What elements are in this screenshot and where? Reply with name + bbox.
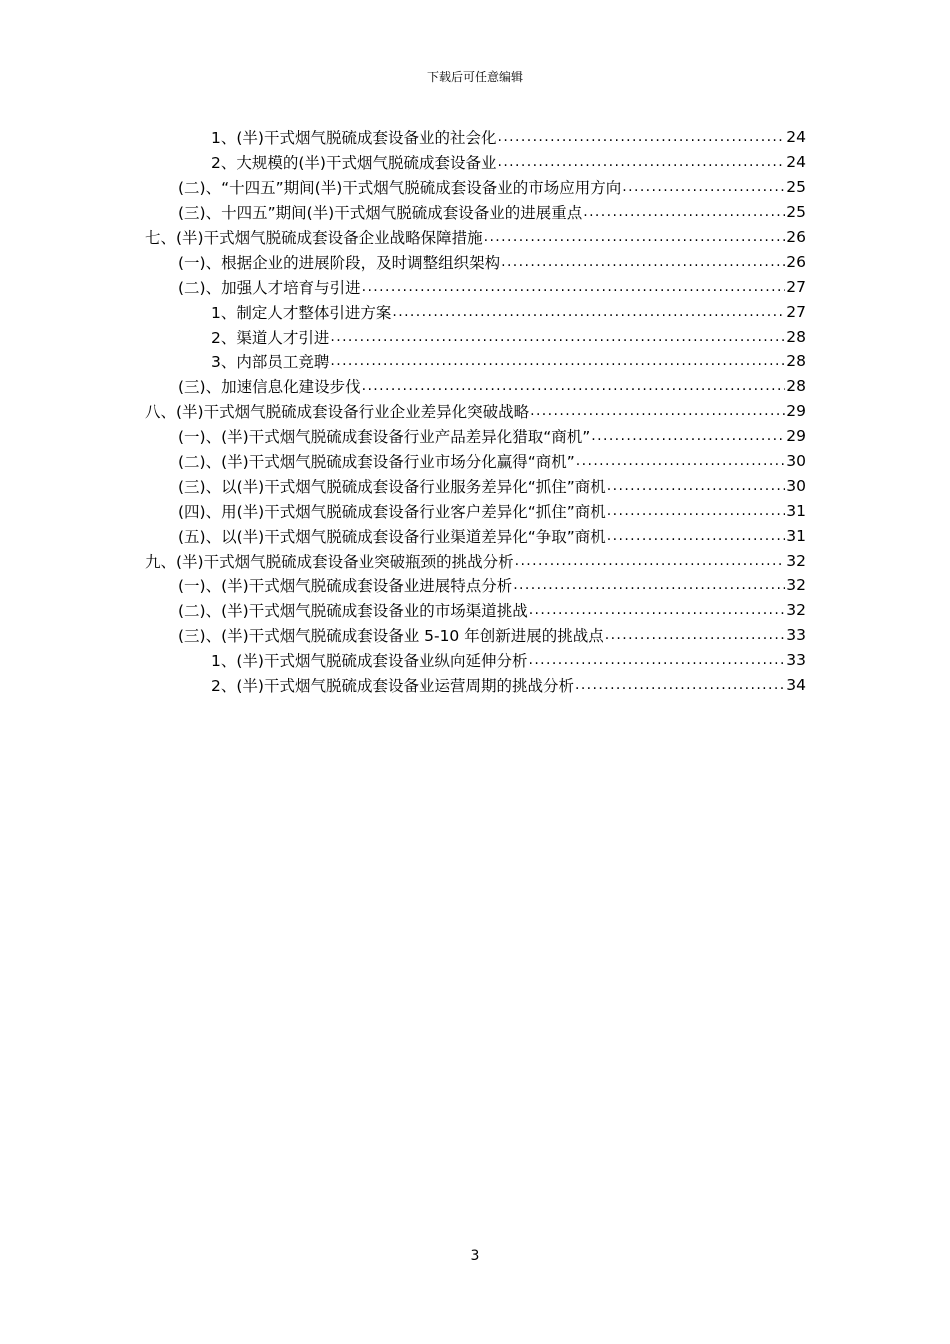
toc-entry-title: 2、(半)干式烟气脱硫成套设备业运营周期的挑战分析 (211, 677, 574, 696)
toc-entry[interactable] (178, 498, 806, 523)
toc-entry[interactable] (211, 299, 806, 324)
toc-entry-title: (二)、(半)干式烟气脱硫成套设备业的市场渠道挑战 (178, 602, 528, 621)
toc-entry-page: 28 (786, 327, 806, 346)
toc-entry-title: (四)、用(半)干式烟气脱硫成套设备行业客户差异化“抓住”商机 (178, 502, 606, 521)
toc-entry[interactable] (211, 673, 806, 698)
toc-entry-page: 31 (786, 501, 806, 520)
toc-entry-title: (一)、根据企业的进展阶段，及时调整组织架构 (178, 253, 501, 272)
toc-entry[interactable] (178, 200, 806, 225)
toc-entry-page: 29 (786, 427, 806, 446)
dot-leader (513, 576, 785, 594)
toc-entry[interactable] (145, 548, 806, 573)
toc-entry-title: 1、(半)干式烟气脱硫成套设备业纵向延伸分析 (211, 652, 528, 671)
dot-leader (362, 278, 786, 296)
dot-leader (575, 676, 785, 694)
toc-entry[interactable] (145, 225, 806, 250)
toc-entry[interactable] (178, 449, 806, 474)
toc-entry-page: 33 (786, 626, 806, 645)
toc-entry-page: 32 (786, 576, 806, 595)
table-of-contents (0, 125, 950, 697)
toc-entry-title: (二)、“十四五”期间(半)干式烟气脱硫成套设备业的市场应用方向 (178, 179, 622, 198)
toc-entry-page: 31 (786, 526, 806, 545)
toc-entry-title: (一)、(半)干式烟气脱硫成套设备行业产品差异化猎取“商机” (178, 428, 591, 447)
toc-entry-page: 25 (786, 178, 806, 197)
dot-leader (607, 527, 786, 545)
toc-entry-title: (五)、以(半)干式烟气脱硫成套设备行业渠道差异化“争取”商机 (178, 527, 606, 546)
toc-entry-title: 1、(半)干式烟气脱硫成套设备业的社会化 (211, 129, 497, 148)
toc-entry-page: 32 (786, 551, 806, 570)
toc-entry[interactable] (211, 324, 806, 349)
toc-entry[interactable] (145, 399, 806, 424)
dot-leader (607, 477, 786, 495)
toc-entry-page: 24 (786, 128, 806, 147)
dot-leader (501, 253, 785, 271)
toc-entry-title: 2、大规模的(半)干式烟气脱硫成套设备业 (211, 154, 497, 173)
toc-entry[interactable] (211, 349, 806, 374)
dot-leader (515, 552, 786, 570)
toc-entry-page: 27 (786, 302, 806, 321)
dot-leader (330, 328, 785, 346)
toc-entry-page: 28 (786, 377, 806, 396)
toc-entry-page: 25 (786, 203, 806, 222)
toc-entry[interactable] (178, 473, 806, 498)
dot-leader (392, 303, 785, 321)
dot-leader (497, 128, 785, 146)
dot-leader (607, 502, 786, 520)
toc-entry-title: 七、(半)干式烟气脱硫成套设备企业战略保障措施 (145, 229, 483, 247)
toc-entry-title: (一)、(半)干式烟气脱硫成套设备业进展特点分析 (178, 577, 513, 596)
dot-leader (530, 402, 785, 420)
toc-entry-page: 32 (786, 601, 806, 620)
dot-leader (362, 377, 786, 395)
toc-entry[interactable] (178, 598, 806, 623)
toc-entry-page: 28 (786, 352, 806, 371)
toc-entry-title: (三)、(半)干式烟气脱硫成套设备业 5-10 年创新进展的挑战点 (178, 627, 604, 646)
toc-entry-title: (二)、加强人才培育与引进 (178, 278, 361, 297)
dot-leader (497, 153, 785, 171)
toc-entry-page: 33 (786, 651, 806, 670)
dot-leader (605, 626, 786, 644)
toc-entry-page: 30 (786, 452, 806, 471)
page-number: 3 (470, 1248, 480, 1264)
toc-entry-title: (三)、以(半)干式烟气脱硫成套设备行业服务差异化“抓住”商机 (178, 477, 606, 496)
dot-leader (529, 601, 786, 619)
toc-entry-page: 30 (786, 476, 806, 495)
dot-leader (484, 228, 786, 246)
toc-entry[interactable] (178, 175, 806, 200)
toc-entry-title: 九、(半)干式烟气脱硫成套设备业突破瓶颈的挑战分析 (145, 552, 514, 571)
dot-leader (622, 178, 785, 196)
toc-entry[interactable] (178, 249, 806, 274)
toc-entry[interactable] (178, 573, 806, 598)
dot-leader (576, 452, 786, 470)
toc-entry-page: 24 (786, 153, 806, 172)
dot-leader (583, 203, 785, 221)
toc-entry[interactable] (178, 374, 806, 399)
toc-entry-page: 29 (786, 402, 806, 421)
toc-entry[interactable] (178, 424, 806, 449)
dot-leader (330, 352, 785, 370)
toc-entry-title: 2、渠道人才引进 (211, 328, 330, 347)
toc-entry-title: 1、制定人才整体引进方案 (211, 303, 392, 322)
toc-entry[interactable] (178, 623, 806, 648)
toc-entry[interactable] (211, 150, 806, 175)
toc-entry-title: 3、内部员工竞聘 (211, 353, 330, 372)
toc-entry[interactable] (178, 274, 806, 299)
toc-entry-title: 八、(半)干式烟气脱硫成套设备行业企业差异化突破战略 (145, 403, 530, 422)
toc-entry-page: 26 (786, 252, 806, 271)
toc-entry-title: (三)、加速信息化建设步伐 (178, 378, 361, 397)
toc-entry[interactable] (178, 523, 806, 548)
toc-entry-title: (三)、十四五”期间(半)干式烟气脱硫成套设备业的进展重点 (178, 204, 583, 223)
toc-entry-page: 34 (786, 676, 806, 695)
toc-entry[interactable] (211, 648, 806, 673)
toc-entry-title: (二)、(半)干式烟气脱硫成套设备行业市场分化赢得“商机” (178, 453, 575, 472)
toc-entry[interactable] (211, 125, 806, 150)
header-note: 下载后可任意编辑 (426, 70, 523, 84)
toc-entry-page: 27 (786, 277, 806, 296)
dot-leader (528, 651, 785, 669)
dot-leader (591, 427, 785, 445)
toc-entry-page: 26 (786, 228, 806, 246)
